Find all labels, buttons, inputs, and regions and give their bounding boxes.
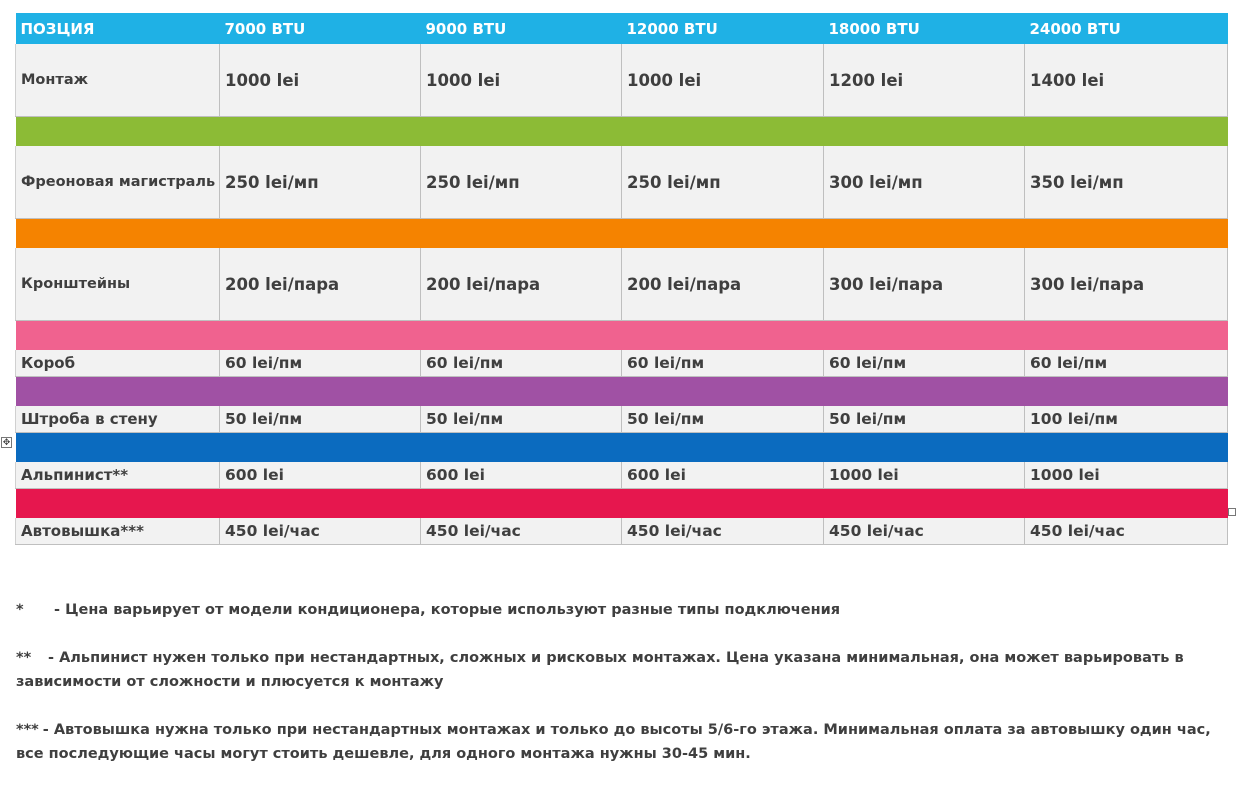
row-label: Кронштейны [16,248,220,321]
color-bar [16,433,1228,463]
header-cell-position: ПОЗЦИЯ [16,13,220,44]
footnotes [16,598,1216,790]
row-label: Монтаж [16,44,220,117]
separator-bar-blue [16,433,1228,463]
price-cell: 250 lei/мп [421,146,622,219]
footnote-mark: ** [16,650,32,666]
header-cell-9000: 9000 BTU [421,13,622,44]
table-resize-handle[interactable] [1228,508,1236,516]
price-cell: 250 lei/мп [622,146,824,219]
price-cell: 1000 lei [1025,462,1228,489]
separator-bar-orange [16,219,1228,249]
price-cell: 200 lei/пара [421,248,622,321]
header-cell-7000: 7000 BTU [220,13,421,44]
header-cell-24000: 24000 BTU [1025,13,1228,44]
separator-bar-crimson [16,489,1228,519]
footnote-text: - Цена варьирует от модели кондиционера, которые используют разные типы подключения [54,602,841,618]
move-arrows-icon[interactable]: ✥ [2,438,11,448]
price-cell: 1200 lei [824,44,1025,117]
price-cell: 60 lei/пм [824,350,1025,377]
price-cell: 60 lei/пм [421,350,622,377]
price-cell: 1000 lei [220,44,421,117]
footnote-mark: *** [16,722,39,738]
price-cell: 300 lei/пара [1025,248,1228,321]
row-label: Штроба в стену [16,406,220,433]
price-cell: 200 lei/пара [622,248,824,321]
price-cell: 300 lei/мп [824,146,1025,219]
price-cell: 60 lei/пм [1025,350,1228,377]
footnote-mark: * [16,602,24,618]
row-label: Короб [16,350,220,377]
row-label: Альпинист** [16,462,220,489]
price-cell: 450 lei/час [220,518,421,545]
footnote-3 [16,718,1216,766]
separator-bar-purple [16,377,1228,407]
price-cell: 350 lei/мп [1025,146,1228,219]
table-row-box [16,350,1228,377]
header-row [16,13,1228,44]
table-row-chase [16,406,1228,433]
price-cell: 200 lei/пара [220,248,421,321]
price-cell: 60 lei/пм [622,350,824,377]
footnote-2 [16,646,1216,694]
color-bar [16,321,1228,351]
price-cell: 450 lei/час [824,518,1025,545]
price-cell: 50 lei/пм [421,406,622,433]
price-cell: 250 lei/мп [220,146,421,219]
table-row-climber [16,462,1228,489]
separator-bar-pink [16,321,1228,351]
price-table [15,13,1228,545]
price-cell: 1000 lei [622,44,824,117]
price-cell: 60 lei/пм [220,350,421,377]
price-cell: 1000 lei [824,462,1025,489]
row-label: Фреоновая магистраль [16,146,220,219]
table-row-freon [16,146,1228,219]
table-row-aerial-platform [16,518,1228,545]
price-cell: 50 lei/пм [622,406,824,433]
table-row-brackets [16,248,1228,321]
price-cell: 50 lei/пм [824,406,1025,433]
header-cell-12000: 12000 BTU [622,13,824,44]
price-cell: 300 lei/пара [824,248,1025,321]
footnote-1 [16,598,1216,622]
price-cell: 600 lei [220,462,421,489]
row-label: Автовышка*** [16,518,220,545]
separator-bar-green [16,117,1228,147]
color-bar [16,377,1228,407]
price-cell: 1400 lei [1025,44,1228,117]
table-row-montage [16,44,1228,117]
color-bar [16,219,1228,249]
header-cell-18000: 18000 BTU [824,13,1025,44]
price-cell: 1000 lei [421,44,622,117]
footnote-text: - Автовышка нужна только при нестандартных монтажах и только до высоты 5/6-го этажа. Минимальная оплата за автовышку один час, все последующие часы могут стоить дешевле, для одного монтажа нужны 30-45 мин. [16,722,1211,762]
price-cell: 450 lei/час [622,518,824,545]
footnote-text: - Альпинист нужен только при нестандартных, сложных и рисковых монтажах. Цена указана минимальная, она может варьировать в зависимости от сложности и плюсуется к монтажу [16,650,1184,690]
price-cell: 600 lei [622,462,824,489]
price-cell: 100 lei/пм [1025,406,1228,433]
price-cell: 450 lei/час [421,518,622,545]
color-bar [16,117,1228,147]
price-cell: 450 lei/час [1025,518,1228,545]
price-cell: 600 lei [421,462,622,489]
price-cell: 50 lei/пм [220,406,421,433]
color-bar [16,489,1228,519]
